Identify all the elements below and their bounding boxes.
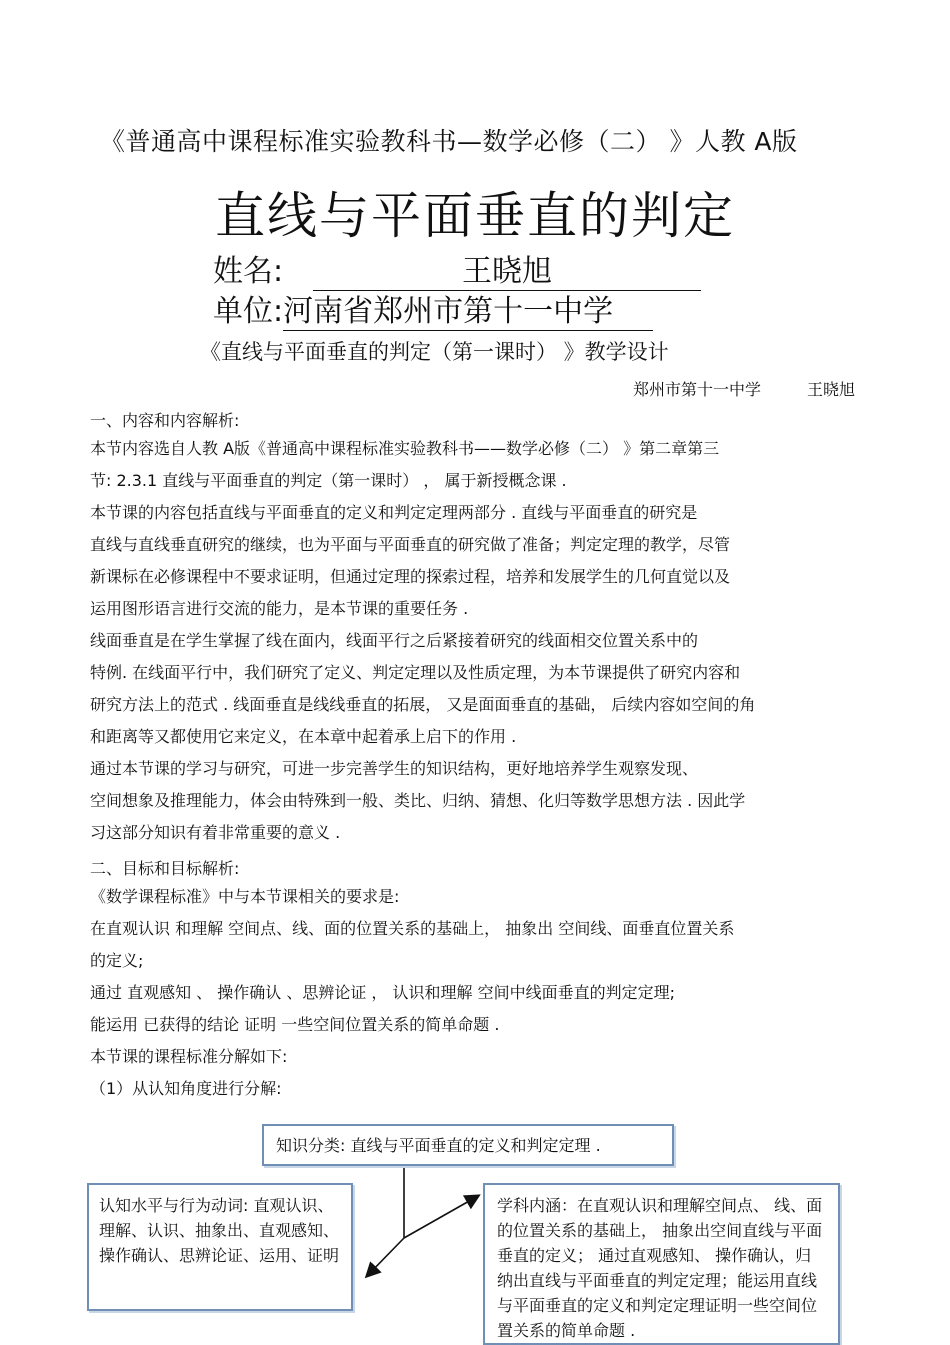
paragraph-line: 运用图形语言进行交流的能力，是本节课的重要任务 . (90, 599, 469, 618)
paragraph-line: 通过 直观感知 、 操作确认 、思辨论证 ， 认识和理解 空间中线面垂直的判定定理; (90, 983, 675, 1002)
section-heading-content: 一、内容和内容解析: (90, 411, 240, 430)
section-heading-goals: 二、目标和目标解析: (90, 859, 240, 878)
cognitive-level-box: 认知水平与行为动词: 直观认识、理解、认识、抽象出、直观感知、操作确认、思辨论证、运用、证明 (87, 1183, 353, 1311)
paragraph-line: 本节课的内容包括直线与平面垂直的定义和判定定理两部分 . 直线与平面垂直的研究是 (90, 503, 698, 522)
paragraph-line: 本节课的课程标准分解如下: (90, 1047, 288, 1066)
name-label: 姓名: (213, 254, 284, 289)
paragraph-line: 线面垂直是在学生掌握了线在面内，线面平行之后紧接着研究的线面相交位置关系中的 (90, 631, 699, 650)
unit-label: 单位: (213, 294, 284, 329)
paragraph-line: 节: 2.3.1 直线与平面垂直的判定（第一课时） ， 属于新授概念课 . (90, 471, 567, 490)
paragraph-line: 在直观认识 和理解 空间点、线、面的位置关系的基础上， 抽象出 空间线、面垂直位置关系 (90, 919, 735, 938)
paragraph-line: 和距离等又都使用它来定义，在本章中起着承上启下的作用 . (90, 727, 517, 746)
paragraph-line: 空间想象及推理能力，体会由特殊到一般、类比、归纳、猜想、化归等数学思想方法 . 因此学 (90, 791, 746, 810)
document-title: 直线与平面垂直的判定 (215, 187, 735, 245)
paragraph-line: （1）从认知角度进行分解: (90, 1079, 282, 1098)
byline-school: 郑州市第十一中学 (632, 380, 761, 399)
paragraph-line: 通过本节课的学习与研究，可进一步完善学生的知识结构，更好地培养学生观察发现、 (90, 759, 699, 778)
design-subtitle: 《直线与平面垂直的判定（第一课时） 》教学设计 (200, 340, 669, 364)
byline-author: 王晓旭 (806, 380, 855, 399)
paragraph-line: 研究方法上的范式 . 线面垂直是线线垂直的拓展， 又是面面垂直的基础， 后续内容如空间的角 (90, 695, 756, 714)
paragraph-line: 新课标在必修课程中不要求证明，但通过定理的探索过程，培养和发展学生的几何直觉以及 (90, 567, 731, 586)
subject-connotation-box: 学科内涵：在直观认识和理解空间点、 线、面的位置关系的基础上， 抽象出空间直线与平面垂直的定义； 通过直观感知、 操作确认，归纳出直线与平面垂直的判定定理；能运用直线与平面垂直的定义和判定定理证明一些空间位置关系的简单命题 . (483, 1183, 840, 1345)
author-name: 王晓旭 (313, 246, 701, 291)
paragraph-line: 《数学课程标准》中与本节课相关的要求是: (90, 887, 400, 906)
author-unit: 河南省郑州市第十一中学 (283, 286, 653, 331)
arrow-left-down (367, 1238, 404, 1276)
paragraph-line: 能运用 已获得的结论 证明 一些空间位置关系的简单命题 . (90, 1015, 500, 1034)
arrow-right (404, 1196, 478, 1238)
paragraph-line: 习这部分知识有着非常重要的意义 . (90, 823, 341, 842)
paragraph-line: 的定义; (90, 951, 144, 970)
paragraph-line: 本节内容选自人教 A版《普通高中课程标准实验教科书——数学必修（二） 》第二章第三 (90, 439, 720, 458)
textbook-series-line: 《普通高中课程标准实验教科书—数学必修（二） 》人教 A版 (100, 127, 798, 156)
knowledge-category-box: 知识分类: 直线与平面垂直的定义和判定定理 . (262, 1124, 674, 1166)
paragraph-line: 特例. 在线面平行中，我们研究了定义、判定定理以及性质定理，为本节课提供了研究内容和 (90, 663, 741, 682)
paragraph-line: 直线与直线垂直研究的继续，也为平面与平面垂直的研究做了准备；判定定理的教学，尽管 (90, 535, 731, 554)
